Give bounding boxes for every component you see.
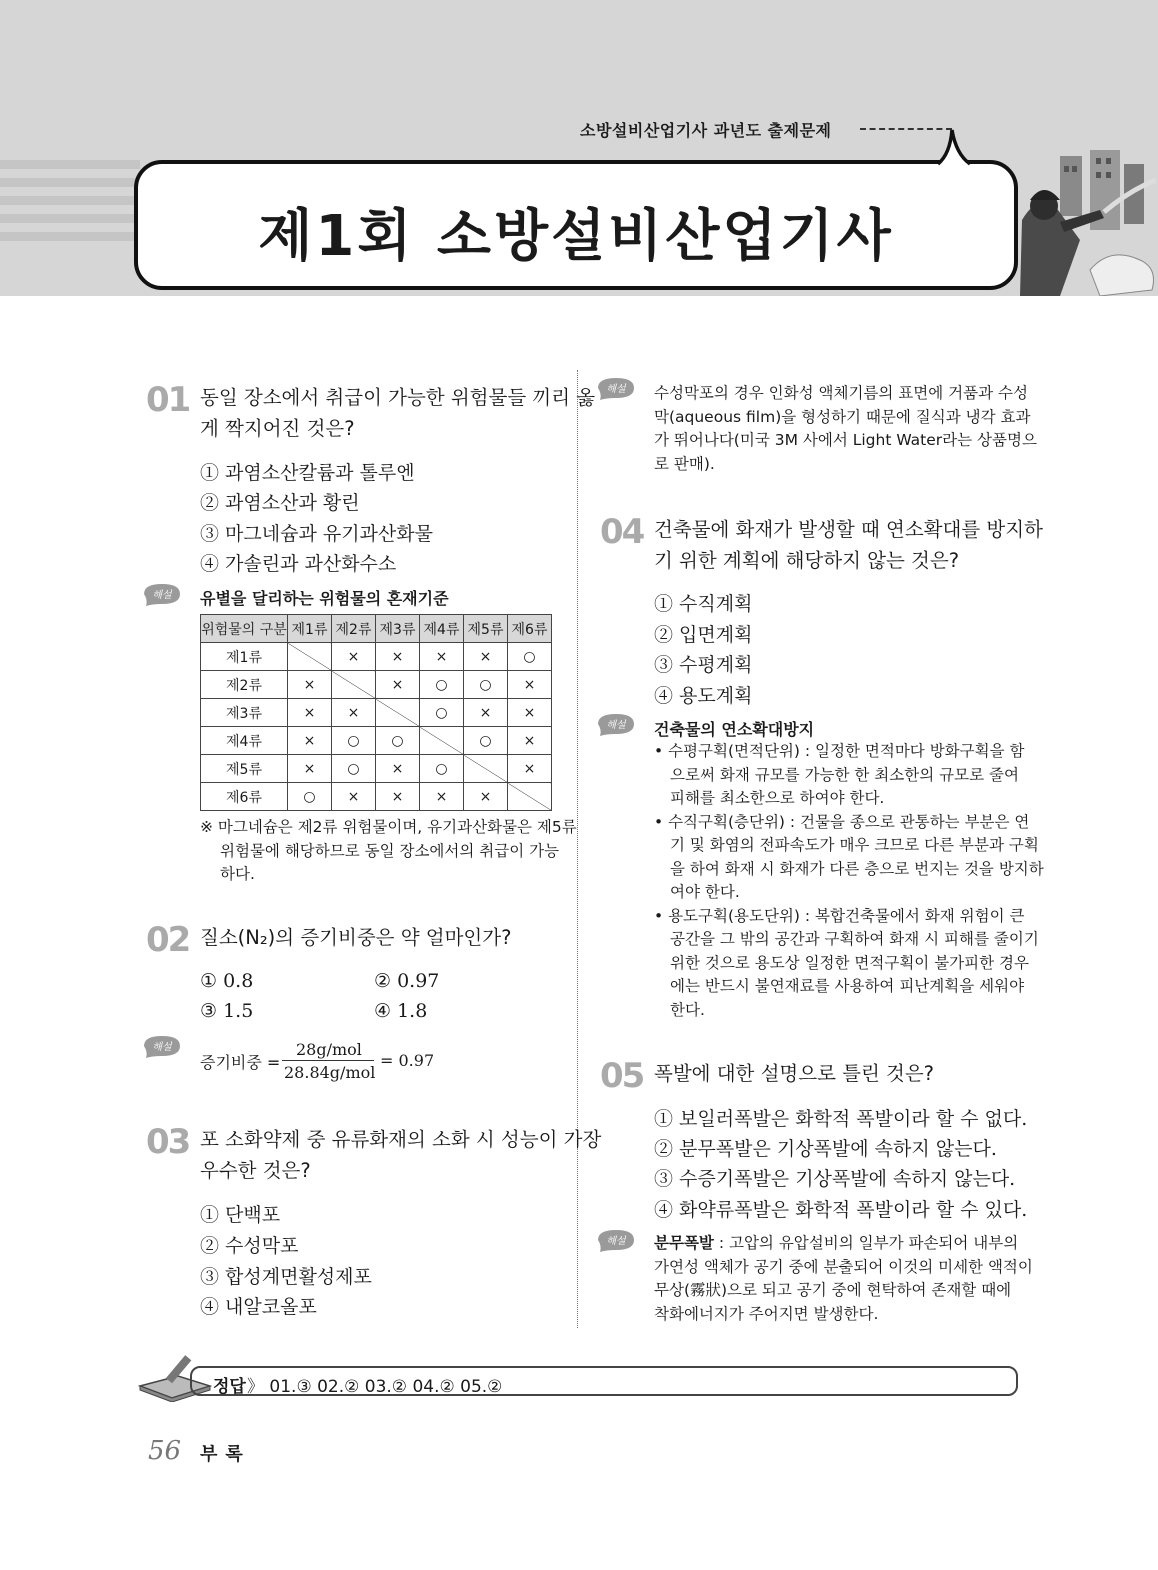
question-number: 03 xyxy=(146,1122,190,1162)
table-cell-diagonal xyxy=(464,755,508,783)
table-row xyxy=(201,727,552,755)
table-cell: × xyxy=(288,755,332,783)
option: ③ 마그네슘과 유기과산화물 xyxy=(200,523,433,545)
table-cell: × xyxy=(288,727,332,755)
answer-label: 정답 xyxy=(213,1377,246,1397)
option: ② 수성막포 xyxy=(200,1235,299,1257)
fraction-bar xyxy=(282,1060,374,1061)
table-cell: × xyxy=(508,671,552,699)
option: ② 과염소산과 황린 xyxy=(200,492,360,514)
question-text: 폭발에 대한 설명으로 틀린 것은? xyxy=(654,1062,935,1085)
option: ② 입면계획 xyxy=(654,624,753,646)
table-cell: × xyxy=(376,783,420,811)
question-number: 04 xyxy=(600,512,644,552)
table-cell: × xyxy=(464,643,508,671)
option: ② 분무폭발은 기상폭발에 속하지 않는다. xyxy=(654,1138,997,1160)
table-header: 제4류 xyxy=(420,615,464,643)
table-cell: 제2류 xyxy=(201,671,288,699)
table-cell: × xyxy=(376,671,420,699)
formula-result: = 0.97 xyxy=(380,1051,435,1070)
answer-key: 》 01.③ 02.② 03.② 04.② 05.② xyxy=(247,1377,503,1397)
header-stripe xyxy=(0,160,140,169)
table-header: 제2류 xyxy=(332,615,376,643)
table-row xyxy=(201,755,552,783)
table-cell: × xyxy=(332,783,376,811)
table-cell: × xyxy=(288,699,332,727)
table-header: 제3류 xyxy=(376,615,420,643)
option: ③ 수평계획 xyxy=(654,654,753,676)
table-cell: × xyxy=(508,755,552,783)
table-row xyxy=(201,671,552,699)
explanation-text: 수성막포의 경우 인화성 액체기름의 표면에 거품과 수성 막(aqueous film)을 형성하기 때문에 질식과 냉각 효과 가 뛰어나다(미국 3M 사에서 Light Water라는 상품명으 로 판매). xyxy=(654,384,1037,473)
table-cell: ○ xyxy=(288,783,332,811)
explanation-text: • 수평구획(면적단위) : 일정한 면적마다 방화구획을 함 으로써 화재 규모를 가능한 한 최소한의 규모로 줄여 피해를 최소한으로 하여야 한다. • 수직구획(층단위) : 건물을 종으로 관통하는 부분은 연 기 및 화염의 전파속도가 매우 크므로 다른 부분과 구획 을 하여 화재 시 화재가 다른 층으로 번지는 것을 방지하 여야 한다. • 용도구획(용도단위) : 복합건축물에서 화재 위험이 큰 공간을 그 밖의 공간과 구획하여 화재 시 피해를 줄이기 위한 것으로 용도상 일정한 면적구획이 불가피한 경우 에는 반드시 불연재료를 사용하여 피난계획을 세워야 한다. xyxy=(654,742,1044,1019)
option: ① 0.8 xyxy=(200,970,254,992)
header-stripe xyxy=(0,196,140,205)
explanation-badge-icon xyxy=(596,712,636,736)
option: ④ 화약류폭발은 화학적 폭발이라 할 수 있다. xyxy=(654,1199,1028,1221)
explanation-badge-icon xyxy=(142,1034,182,1058)
option: ④ 내알코올포 xyxy=(200,1296,317,1318)
table-cell: × xyxy=(332,643,376,671)
table-cell: × xyxy=(376,755,420,783)
header-stripe xyxy=(0,232,140,241)
table-cell: ○ xyxy=(464,671,508,699)
option: ① 단백포 xyxy=(200,1204,281,1226)
table-cell: ○ xyxy=(332,755,376,783)
formula-label: 증기비중 = xyxy=(200,1053,281,1072)
table-cell: 제6류 xyxy=(201,783,288,811)
table-row xyxy=(201,783,552,811)
svg-text:해설: 해설 xyxy=(152,1042,172,1053)
table-cell-diagonal xyxy=(332,671,376,699)
table-cell: ○ xyxy=(420,755,464,783)
table-cell: × xyxy=(420,643,464,671)
table-cell-diagonal xyxy=(288,643,332,671)
table-cell: × xyxy=(508,699,552,727)
table-cell: × xyxy=(420,783,464,811)
table-cell: × xyxy=(464,783,508,811)
option: ① 수직계획 xyxy=(654,593,753,615)
table-header: 제5류 xyxy=(464,615,508,643)
firefighter-illustration-icon xyxy=(1020,150,1158,296)
table-cell: ○ xyxy=(464,727,508,755)
table-cell: × xyxy=(332,699,376,727)
table-cell-diagonal xyxy=(376,699,420,727)
header-stripe xyxy=(0,214,140,223)
table-header: 제6류 xyxy=(508,615,552,643)
table-cell: 제4류 xyxy=(201,727,288,755)
question-number: 01 xyxy=(146,380,190,420)
speech-bubble-tail xyxy=(936,128,972,166)
explanation-badge-icon xyxy=(142,582,182,606)
question-text: 건축물에 화재가 발생할 때 연소확대를 방지하 기 위한 계획에 해당하지 않는 것은? xyxy=(654,518,1043,572)
option: ④ 1.8 xyxy=(374,1000,428,1022)
table-cell-diagonal xyxy=(420,727,464,755)
svg-text:해설: 해설 xyxy=(152,590,172,601)
title-box xyxy=(134,160,1018,290)
svg-text:해설: 해설 xyxy=(606,384,626,395)
table-cell: ○ xyxy=(508,643,552,671)
question-text: 질소(N₂)의 증기비중은 약 얼마인가? xyxy=(200,926,512,949)
svg-text:해설: 해설 xyxy=(606,1236,626,1247)
option: ① 보일러폭발은 화학적 폭발이라 할 수 없다. xyxy=(654,1108,1028,1130)
table-cell: 제3류 xyxy=(201,699,288,727)
svg-text:해설: 해설 xyxy=(606,720,626,731)
table-cell: ○ xyxy=(376,727,420,755)
option: ③ 합성계면활성제포 xyxy=(200,1266,372,1288)
table-header: 위험물의 구분 xyxy=(201,615,288,643)
table-cell: 제5류 xyxy=(201,755,288,783)
table-row xyxy=(201,643,552,671)
table-cell-diagonal xyxy=(508,783,552,811)
header-stripe xyxy=(0,178,140,187)
option: ③ 수증기폭발은 기상폭발에 속하지 않는다. xyxy=(654,1168,1016,1190)
formula-denominator: 28.84g/mol xyxy=(284,1063,376,1082)
table-row xyxy=(201,699,552,727)
table-cell: ○ xyxy=(332,727,376,755)
page-title: 제1회 소방설비산업기사 xyxy=(258,204,894,269)
formula-numerator: 28g/mol xyxy=(296,1040,362,1059)
table-cell: × xyxy=(464,699,508,727)
question-number: 05 xyxy=(600,1056,644,1096)
series-title: 소방설비산업기사 과년도 출제문제 xyxy=(580,121,832,140)
table-header: 제1류 xyxy=(288,615,332,643)
table-header-row xyxy=(201,615,552,643)
question-text: 포 소화약제 중 유류화재의 소화 시 성능이 가장 우수한 것은? xyxy=(200,1128,602,1182)
option: ① 과염소산칼륨과 톨루엔 xyxy=(200,462,415,484)
mixing-table xyxy=(200,614,552,811)
explanation-badge-icon xyxy=(596,1228,636,1252)
section-label: 부록 xyxy=(200,1444,251,1465)
table-cell: ○ xyxy=(420,671,464,699)
explanation-badge-icon xyxy=(596,376,636,400)
option: ④ 용도계획 xyxy=(654,685,753,707)
question-text: 동일 장소에서 취급이 가능한 위험물들 끼리 옳 게 짝지어진 것은? xyxy=(200,386,596,440)
table-cell: × xyxy=(288,671,332,699)
option: ④ 가솔린과 과산화수소 xyxy=(200,553,397,575)
table-cell: 제1류 xyxy=(201,643,288,671)
table-cell: × xyxy=(508,727,552,755)
explanation-note: ※ 마그네슘은 제2류 위험물이며, 유기과산화물은 제5류 위험물에 해당하므로 동일 장소에서의 취급이 가능 하다. xyxy=(200,818,577,883)
explanation-heading: 건축물의 연소확대방지 xyxy=(654,720,815,739)
table-cell: ○ xyxy=(420,699,464,727)
explanation-text: 분무폭발 : 고압의 유압설비의 일부가 파손되어 내부의 가연성 액체가 공기 중에 분출되어 이것의 미세한 액적이 무상(霧狀)으로 되고 공기 중에 현탁하여 존재할 때에 착화에너지가 주어지면 발생한다. xyxy=(654,1234,1033,1323)
explanation-heading: 유별을 달리하는 위험물의 혼재기준 xyxy=(200,589,449,608)
page-number: 56 xyxy=(148,1436,182,1466)
option: ② 0.97 xyxy=(374,970,440,992)
option: ③ 1.5 xyxy=(200,1000,254,1022)
question-number: 02 xyxy=(146,920,190,960)
table-cell: × xyxy=(376,643,420,671)
